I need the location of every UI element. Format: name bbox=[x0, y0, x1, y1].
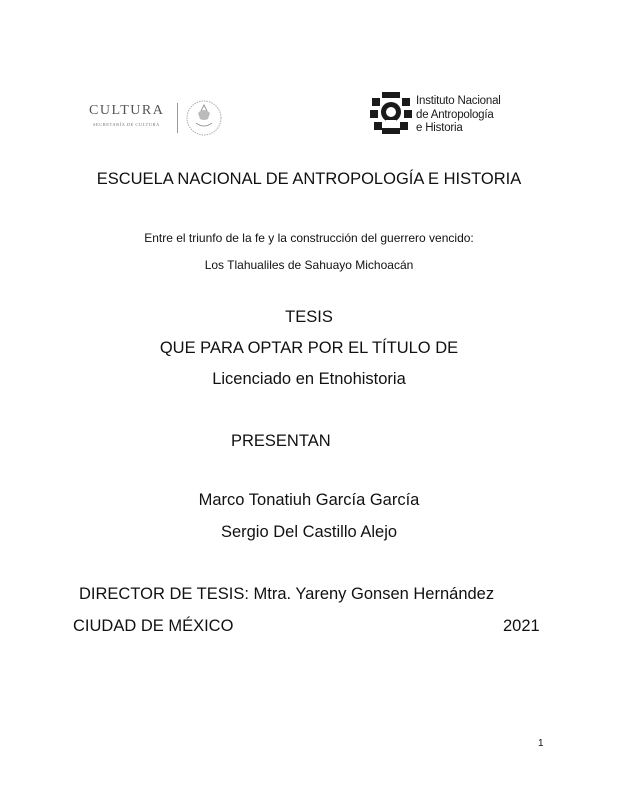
inah-logo-line: e Historia bbox=[416, 122, 463, 134]
author-name: Sergio Del Castillo Alejo bbox=[220, 523, 398, 541]
degree-purpose: QUE PARA OPTAR POR EL TÍTULO DE bbox=[159, 339, 459, 357]
mexico-seal-icon bbox=[184, 99, 224, 137]
cultura-logo-subtitle: SECRETARÍA DE CULTURA bbox=[93, 122, 160, 127]
tesis-heading: TESIS bbox=[285, 308, 333, 326]
cultura-logo bbox=[84, 95, 234, 141]
degree-name: Licenciado en Etnohistoria bbox=[212, 370, 406, 388]
cultura-logo-word: CULTURA bbox=[89, 103, 165, 118]
inah-logo bbox=[360, 78, 538, 158]
presentan-heading: PRESENTAN bbox=[231, 432, 331, 450]
inah-logo-line: Instituto Nacional bbox=[416, 95, 501, 107]
author-name: Marco Tonatiuh García García bbox=[198, 491, 420, 509]
thesis-director: DIRECTOR DE TESIS: Mtra. Yareny Gonsen Hernández bbox=[79, 585, 495, 603]
thesis-title-line1: Entre el triunfo de la fe y la construcción del guerrero vencido: bbox=[144, 231, 474, 245]
school-name: ESCUELA NACIONAL DE ANTROPOLOGÍA E HISTORIA bbox=[96, 170, 522, 188]
inah-logo-text bbox=[416, 95, 501, 136]
city: CIUDAD DE MÉXICO bbox=[73, 617, 234, 635]
inah-emblem-icon bbox=[368, 90, 414, 138]
year: 2021 bbox=[503, 617, 540, 635]
inah-logo-line: de Antropología bbox=[416, 108, 494, 121]
thesis-title-line2: Los Tlahualiles de Sahuayo Michoacán bbox=[204, 258, 414, 272]
page-number: 1 bbox=[538, 738, 544, 749]
cultura-logo-divider bbox=[177, 103, 178, 133]
